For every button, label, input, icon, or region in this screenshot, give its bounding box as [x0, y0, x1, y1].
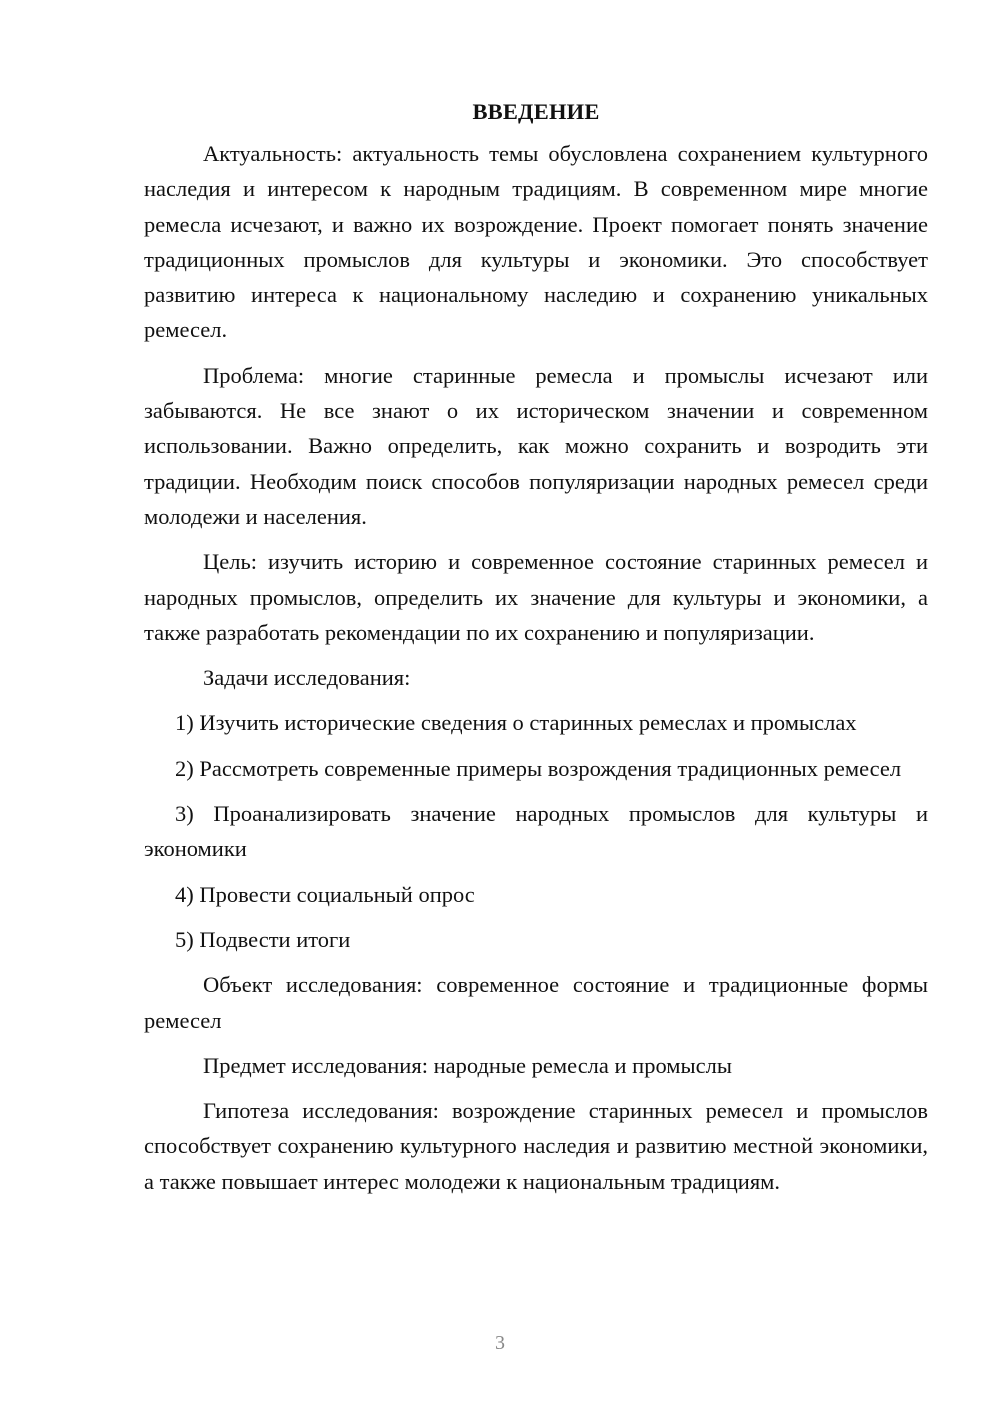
hypothesis-paragraph: Гипотеза исследования: возрождение старинных ремесел и промыслов способствует сохранению культурного наследия и развитию местной экономики, а также повышает интерес молодежи к национальным традициям. [144, 1098, 928, 1194]
task-item: 3) Проанализировать значение народных промыслов для культуры и экономики [144, 801, 928, 862]
page-content [144, 96, 928, 1199]
problem-paragraph: Проблема: многие старинные ремесла и промыслы исчезают или забываются. Не все знают о их историческом значении и современном использовании. Важно определить, как можно сохранить и возродить эти традиции. Необходим поиск способов популяризации народных ремесел среди молодежи и населения. [144, 362, 928, 529]
goal-paragraph: Цель: изучить историю и современное состояние старинных ремесел и народных промыслов, определить их значение для культуры и экономики, а также разработать рекомендации по их сохранению и популяризации. [144, 549, 928, 645]
page-number: 3 [495, 1332, 505, 1354]
relevance-paragraph: Актуальность: актуальность темы обусловлена сохранением культурного наследия и интересом к народным традициям. В современном мире многие ремесла исчезают, и важно их возрождение. Проект помогает понять значение традиционных промыслов для культуры и экономики. Это способствует развитию интереса к национальному наследию и сохранению уникальных ремесел. [144, 141, 928, 343]
subject-paragraph: Предмет исследования: народные ремесла и промыслы [203, 1052, 732, 1078]
task-item: 4) Провести социальный опрос [175, 881, 475, 907]
tasks-heading: Задачи исследования: [203, 665, 411, 691]
task-item: 5) Подвести итоги [175, 926, 351, 952]
section-title: ВВЕДЕНИЕ [472, 99, 600, 124]
task-item: 1) Изучить исторические сведения о старинных ремеслах и промыслах [175, 710, 857, 736]
task-item: 2) Рассмотреть современные примеры возрождения традиционных ремесел [175, 755, 902, 781]
object-paragraph: Объект исследования: современное состояние и традиционные формы ремесел [144, 972, 928, 1033]
